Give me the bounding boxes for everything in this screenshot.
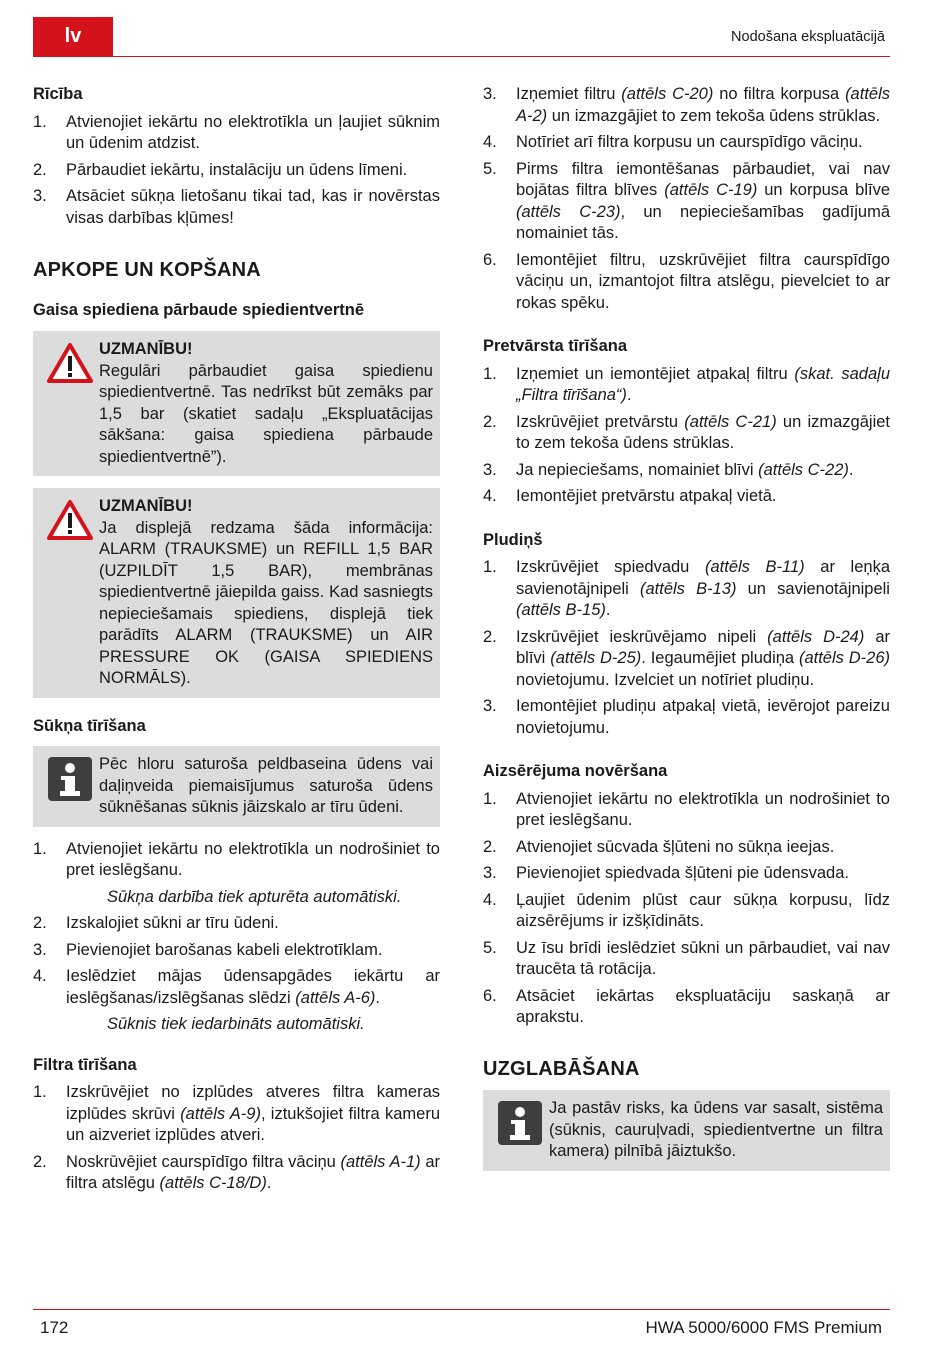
warning-box-2: [33, 488, 440, 698]
list-item: 1. Izskrūvējiet no izplūdes atveres filtra kameras izplūdes skrūvi (attēls A-9), iztukšojiet filtra kameru un aizveriet izplūdes atveri.: [33, 1083, 440, 1144]
filtrs-steps-cont: [483, 84, 890, 314]
section-heading-ricibas: Rīcība: [33, 85, 83, 103]
list-item: 3. Izņemiet filtru (attēls C-20) no filtra korpusa (attēls A-2) un izmazgājiet to zem tekoša ūdens strūklas.: [483, 85, 890, 125]
section-heading-pludins: Pludiņš: [483, 530, 543, 549]
section-heading-aizserejums: Aizsērējuma novēršana: [483, 762, 668, 780]
result-text: Sūkņa darbība tiek apturēta automātiski.: [107, 887, 402, 906]
list-item: 4. Ļaujiet ūdenim plūst caur sūkņa korpusu, līdz aizsērējums ir izšķīdināts.: [483, 890, 890, 930]
info-box: [483, 1090, 890, 1171]
list-item: 6. Atsāciet iekārtas ekspluatāciju saskaņā ar aprakstu.: [483, 986, 890, 1026]
product-name: HWA 5000/6000 FMS Premium: [645, 1318, 882, 1337]
header-rule: [113, 56, 890, 57]
list-item: 2. Noskrūvējiet caurspīdīgo filtra vāciņu (attēls A-1) ar filtra atslēgu (attēls C-18/D).: [33, 1152, 440, 1192]
suknis-steps-cont: [33, 913, 440, 1009]
list-item: 3. Iemontējiet pludiņu atpakaļ vietā, ievērojot pareizu novietojumu.: [483, 697, 890, 737]
list-item: 4. Ieslēdziet mājas ūdensapgādes iekārtu ar ieslēgšanas/izslēgšanas slēdzi (attēls A-6).: [33, 967, 440, 1007]
info-icon: [498, 1101, 542, 1145]
warning-box-1: [33, 331, 440, 476]
list-item: 1. Atvienojiet iekārtu no elektrotīkla un nodrošiniet to pret ieslēgšanu.: [483, 789, 890, 829]
warning-title: UZMANĪBU!: [99, 340, 193, 358]
list-item: 3. Pievienojiet spiedvada šļūteni pie ūdensvada.: [483, 864, 849, 882]
list-item: 1. Atvienojiet iekārtu no elektrotīkla un nodrošiniet to pret ieslēgšanu.: [33, 839, 440, 879]
list-item: 2. Atvienojiet sūcvada šļūteni no sūkņa ieejas.: [483, 837, 835, 856]
list-item: 1. Izņemiet un iemontējiet atpakaļ filtru (skat. sadaļu „Filtra tīrīšana“).: [483, 364, 890, 404]
subsection-heading-gaisa: Gaisa spiediena pārbaude spiedientvertnē: [33, 300, 365, 319]
language-tab: lv: [33, 17, 113, 57]
aizserejums-steps: [483, 789, 890, 1029]
result-text: Sūknis tiek iedarbināts automātiski.: [107, 1015, 365, 1033]
suknis-steps: [33, 839, 440, 882]
info-icon: [48, 757, 92, 801]
warning-triangle-icon: [46, 342, 94, 384]
info-text: Ja pastāv risks, ka ūdens var sasalt, sistēma (sūknis, cauruļvadi, spiedientvertne un filtra kamera) pilnībā jāiztukšo.: [549, 1099, 883, 1160]
list-item: 4. Iemontējiet pretvārstu atpakaļ vietā.: [483, 487, 777, 505]
list-item: 3. Ja nepieciešams, nomainiet blīvi (attēls C-22).: [483, 460, 854, 479]
section-heading-uzglabasana: UZGLABĀŠANA: [483, 1057, 640, 1080]
left-column: [33, 84, 440, 1200]
info-text: Pēc hloru saturoša peldbaseina ūdens vai daļiņveida piemaisījumus saturoša ūdens sūknēšanas sūknis jāizskalo ar tīru ūdeni.: [99, 755, 433, 816]
list-item: 5. Uz īsu brīdi ieslēdziet sūkni un pārbaudiet, vai nav traucēta tā rotācija.: [483, 938, 890, 978]
list-item: 4. Notīriet arī filtra korpusu un caurspīdīgo vāciņu.: [483, 133, 863, 151]
warning-text: Ja displejā redzama šāda informācija: ALARM (TRAUKSME) un REFILL 1,5 BAR (UZPILDĪT 1,5 BAR), membrānas spiedientvertnē jāiepilda gaiss. Kad sasniegts nepieciešamais spiediens, displejā tiek parādīts ALARM (TRAUKSME) un AIR PRESSURE OK (GAISA SPIEDIENS NORMĀLS).: [99, 518, 433, 687]
list-item: 1. Atvienojiet iekārtu no elektrotīkla un ļaujiet sūknim un ūdenim atdzist.: [33, 112, 440, 152]
warning-text: Regulāri pārbaudiet gaisa spiedienu spiedientvertnē. Tas nedrīkst būt zemāks par 1,5 bar (skatiet sadaļu „Ekspluatācijas sākšana: gaisa spiediena pārbaude spiedientvertnē”).: [99, 361, 433, 466]
list-item: 1. Izskrūvējiet spiedvadu (attēls B-11) ar leņķa savienotājnipeli (attēls B-13) un savienotājnipeli (attēls B-15).: [483, 558, 890, 619]
filtrs-steps: [33, 1082, 440, 1195]
ricibas-steps: [33, 112, 440, 230]
pludins-steps: [483, 557, 890, 739]
list-item: 3. Atsāciet sūkņa lietošanu tikai tad, kas ir novērstas visas darbības kļūmes!: [33, 187, 440, 227]
warning-title: UZMANĪBU!: [99, 497, 193, 515]
right-column: [483, 84, 890, 1183]
list-item: 2. Izskrūvējiet ieskrūvējamo nipeli (attēls D-24) ar blīvi (attēls D-25). Iegaumējiet pludiņa (attēls D-26) novietojumu. Izvelciet un notīriet pludiņu.: [483, 627, 891, 689]
section-heading-apkope: APKOPE UN KOPŠANA: [33, 259, 261, 281]
footer-rule: [33, 1309, 890, 1310]
list-item: 6. Iemontējiet filtru, uzskrūvējiet filtra caurspīdīgo vāciņu un, izmantojot filtra atslēgu, pievelciet to ar rokas spēku.: [483, 250, 890, 312]
section-heading-suknis: Sūkņa tīrīšana: [33, 716, 146, 735]
chapter-title: Nodošana ekspluatācijā: [731, 29, 885, 45]
section-heading-pretvarsts: Pretvārsta tīrīšana: [483, 337, 627, 355]
pretvarsts-steps: [483, 364, 890, 508]
section-heading-filtrs: Filtra tīrīšana: [33, 1055, 137, 1074]
list-item: 3. Pievienojiet barošanas kabeli elektrotīklam.: [33, 940, 383, 959]
list-item: 5. Pirms filtra iemontēšanas pārbaudiet, vai nav bojātas filtra blīves (attēls C-19) un korpusa blīve (attēls C-23), un nepieciešamības gadījumā nomainiet tās.: [483, 159, 890, 242]
list-item: 2. Izskrūvējiet pretvārstu (attēls C-21) un izmazgājiet to zem tekoša ūdens strūklas.: [483, 412, 890, 452]
warning-triangle-icon: [46, 499, 94, 541]
list-item: 2. Izskalojiet sūkni ar tīru ūdeni.: [33, 914, 279, 932]
info-box: [33, 746, 440, 827]
list-item: 2. Pārbaudiet iekārtu, instalāciju un ūdens līmeni.: [33, 160, 408, 179]
page-number: 172: [40, 1318, 69, 1337]
